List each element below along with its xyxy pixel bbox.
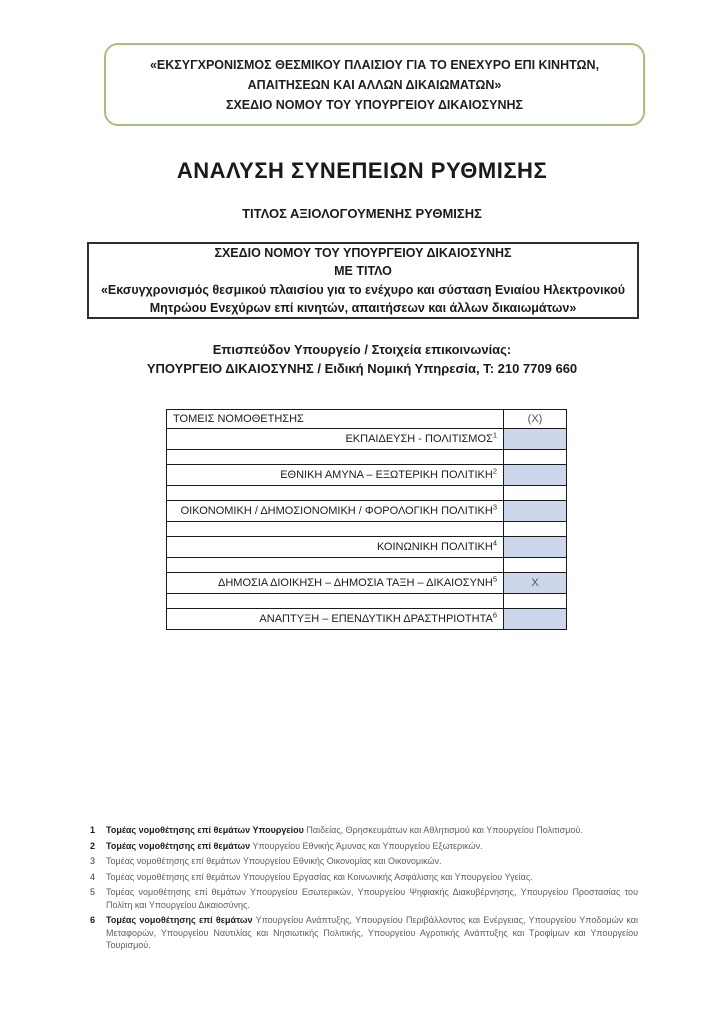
footnote-number: 3 [90,856,96,866]
table-header-row [167,410,567,429]
table-row [167,429,567,450]
sector-label: ΕΘΝΙΚΗ ΑΜΥΝΑ – ΕΞΩΤΕΡΙΚΗ ΠΟΛΙΤΙΚΗ$^2$ [167,465,504,486]
sector-label: ΔΗΜΟΣΙΑ ΔΙΟΙΚΗΣΗ – ΔΗΜΟΣΙΑ ΤΑΞΗ – ΔΙΚΑΙΟΣΥΝΗ$^5$ [167,573,504,594]
contact-line-ministry-heading: Επισπεύδον Υπουργείο / Στοιχεία επικοινωνίας: [212,342,512,357]
table-row [167,501,567,522]
page-title: ΑΝΑΛΥΣΗ ΣΥΝΕΠΕΙΩΝ ΡΥΘΜΙΣΗΣ [176,158,548,183]
table-header-mark: (X) [504,410,567,429]
footnote-text: Υπουργείου Εθνικής Άμυνας και Υπουργείου Εξωτερικών. [250,840,483,851]
footnote-4 [90,871,638,884]
spacer-row [167,558,567,573]
footnote-text: Τομέας νομοθέτησης επί θεμάτων Υπουργείου Εθνικής Οικονομίας και Οικονομικών. [106,856,442,866]
table-header-label: ΤΟΜΕΙΣ ΝΟΜΟΘΕΤΗΣΗΣ [167,410,504,429]
spacer-row [167,486,567,501]
footnote-3 [90,855,638,868]
footnote-5 [90,886,638,911]
footnote-number: 6 [90,915,96,925]
draft-law-header-box [104,43,645,126]
title-box-line: ΣΧΕΔΙΟ ΝΟΜΟΥ ΤΟΥ ΥΠΟΥΡΓΕΙΟΥ ΔΙΚΑΙΟΣΥΝΗΣ [214,245,512,260]
section-title: ΤΙΤΛΟΣ ΑΞΙΟΛΟΓΟΥΜΕΝΗΣ ΡΥΘΜΙΣΗΣ [242,206,482,221]
header-box-line: ΣΧΕΔΙΟ ΝΟΜΟΥ ΤΟΥ ΥΠΟΥΡΓΕΙΟΥ ΔΙΚΑΙΟΣΥΝΗΣ [225,97,524,112]
footnote-number: 2 [90,840,96,851]
footnote-ref: 3 [492,502,497,512]
footnote-text: Υπουργείου Ανάπτυξης, Υπουργείου Περιβάλλοντος και Ενέργειας, Υπουργείου Υποδομών και Μεταφορών, Υπουργείου Ναυτιλίας και Νησιωτικής Πολιτικής, Υπουργείου Αγροτικής Ανάπτυξης και Τροφίμων και Υπουργείου Τουρισμού. [106,915,638,950]
footnote-number: 5 [90,887,96,897]
footnote-ref: 2 [492,466,497,476]
footnote-bold-text: Τομέας νομοθέτησης επί θεμάτων [106,840,251,851]
footnote-bold-text: Τομέας νομοθέτησης επί θεμάτων [106,915,253,925]
footnotes-section [90,824,638,955]
footnote-text: Παιδείας, Θρησκευμάτων και Αθλητισμού και Υπουργείου Πολιτισμού. [303,825,583,835]
contact-line-ministry-details: ΥΠΟΥΡΓΕΙΟ ΔΙΚΑΙΟΣΥΝΗΣ / Ειδική Νομική Υπηρεσία, Τ: 210 7709 660 [146,361,578,376]
footnote-6 [90,914,638,952]
footnote-2 [90,840,638,853]
title-box-line: ΜΕ ΤΙΤΛΟ [334,264,392,278]
table-row [167,465,567,486]
spacer-row [167,450,567,465]
footnote-text: Τομέας νομοθέτησης επί θεμάτων Υπουργείου Εργασίας και Κοινωνικής Ασφάλισης και Υπουργείου Υγείας. [106,871,533,882]
sector-mark-cell-selected: X [504,573,567,594]
footnote-ref: 1 [492,430,497,440]
sector-mark-cell [504,609,567,630]
sector-label: ΕΚΠΑΙΔΕΥΣΗ - ΠΟΛΙΤΙΣΜΟΣ$^1$ [167,429,504,450]
contact-info [0,340,724,378]
table-row [167,609,567,630]
footnote-1 [90,824,638,837]
spacer-row [167,522,567,537]
table-row [167,537,567,558]
sector-mark-cell [504,429,567,450]
title-box-line: «Εκσυγχρονισμός θεσμικού πλαισίου για το ενέχυρο και σύσταση Ενιαίου Ηλεκτρονικού [100,282,626,297]
regulation-title-box [87,242,639,319]
sector-label: ΚΟΙΝΩΝΙΚΗ ΠΟΛΙΤΙΚΗ$^4$ [167,537,504,558]
footnote-text: Τομέας νομοθέτησης επί θεμάτων Υπουργείου Εσωτερικών, Υπουργείου Ψηφιακής Διακυβέρνησης, Υπουργείου Προστασίας του Πολίτη και Υπουργείου Δικαιοσύνης. [106,887,638,910]
sector-mark-cell [504,465,567,486]
table-row [167,573,567,594]
footnote-number: 4 [90,871,96,882]
footnote-ref: 5 [492,574,497,584]
spacer-row [167,594,567,609]
footnote-bold-text: Τομέας νομοθέτησης επί θεμάτων Υπουργείου [106,825,304,835]
footnote-ref: 6 [492,610,497,620]
footnote-number: 1 [90,825,96,835]
header-box-line: ΑΠΑΙΤΗΣΕΩΝ ΚΑΙ ΑΛΛΩΝ ΔΙΚΑΙΩΜΑΤΩΝ» [247,77,502,92]
sector-mark-cell [504,537,567,558]
sector-label: ΟΙΚΟΝΟΜΙΚΗ / ΔΗΜΟΣΙΟΝΟΜΙΚΗ / ΦΟΡΟΛΟΓΙΚΗ ΠΟΛΙΤΙΚΗ$^3$ [167,501,504,522]
title-box-line: Μητρώου Ενεχύρων επί κινητών, απαιτήσεων και άλλων δικαιωμάτων» [149,301,577,315]
header-box-line: «ΕΚΣΥΓΧΡΟΝΙΣΜΟΣ ΘΕΣΜΙΚΟΥ ΠΛΑΙΣΙΟΥ ΓΙΑ ΤΟ ΕΝΕΧΥΡΟ ΕΠΙ ΚΙΝΗΤΩΝ, [149,57,600,72]
sector-label: ΑΝΑΠΤΥΞΗ – ΕΠΕΝΔΥΤΙΚΗ ΔΡΑΣΤΗΡΙΟΤΗΤΑ$^6$ [167,609,504,630]
footnote-ref: 4 [492,538,497,548]
legislation-sectors-table [166,409,567,630]
sector-mark-cell [504,501,567,522]
